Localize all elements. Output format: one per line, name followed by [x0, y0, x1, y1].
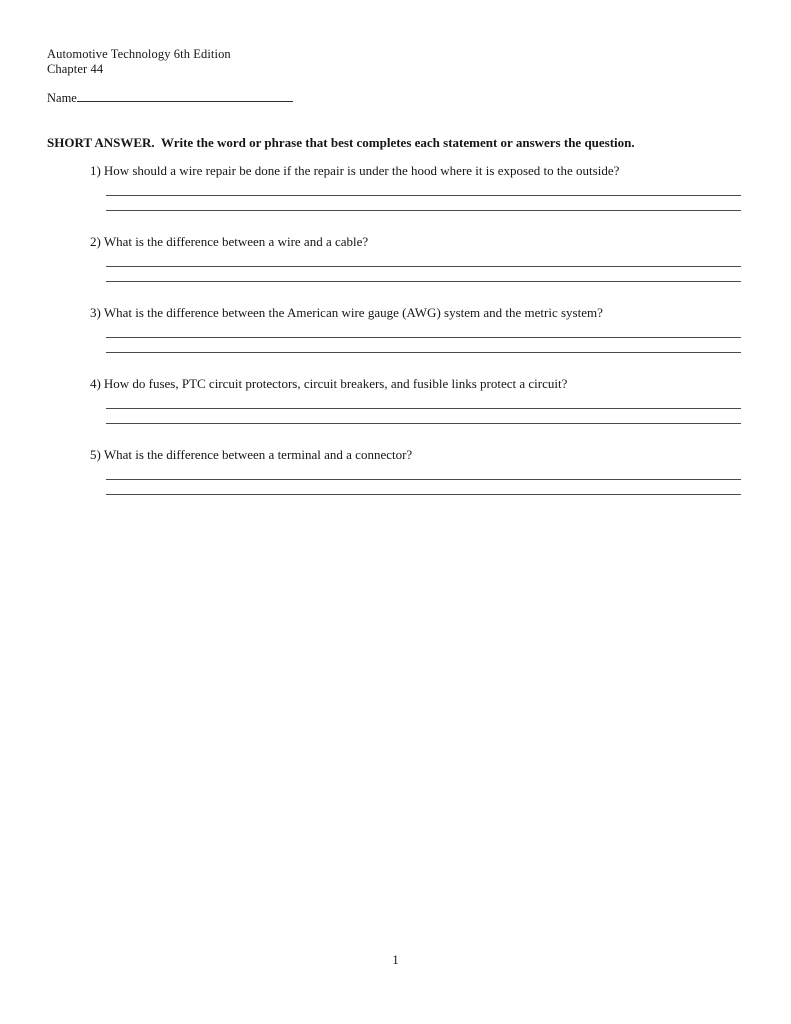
question-number: 1) [90, 163, 101, 178]
name-blank-line [77, 90, 293, 102]
question-row [0, 234, 791, 249]
question-item [0, 305, 791, 376]
document-header [47, 47, 231, 76]
answer-line [106, 267, 741, 282]
question-list [0, 163, 791, 518]
answer-line [106, 249, 741, 267]
answer-line [106, 178, 741, 196]
answer-line [106, 409, 741, 424]
question-row [0, 447, 791, 462]
name-label: Name [47, 91, 77, 105]
answer-line [106, 391, 741, 409]
question-text: What is the difference between a wire and a cable? [103, 234, 369, 249]
question-row [0, 376, 791, 391]
question-text: What is the difference between a terminal and a connector? [103, 447, 413, 462]
answer-line [106, 196, 741, 211]
question-text: What is the difference between the American wire gauge (AWG) system and the metric system? [103, 305, 603, 320]
question-row [0, 163, 791, 178]
question-number: 5) [90, 447, 101, 462]
name-field [47, 90, 293, 104]
question-item [0, 234, 791, 305]
answer-line [106, 320, 741, 338]
question-text: How do fuses, PTC circuit protectors, circuit breakers, and fusible links protect a circuit? [103, 376, 568, 391]
section-instruction: SHORT ANSWER. Write the word or phrase that best completes each statement or answers the question. [47, 135, 635, 150]
answer-line [106, 480, 741, 495]
answer-line [106, 338, 741, 353]
question-text: How should a wire repair be done if the repair is under the hood where it is exposed to the outside? [103, 163, 620, 178]
question-number: 2) [90, 234, 101, 249]
question-item [0, 163, 791, 234]
question-item [0, 447, 791, 518]
book-title: Automotive Technology 6th Edition [47, 47, 231, 61]
answer-line [106, 462, 741, 480]
question-item [0, 376, 791, 447]
chapter-label: Chapter 44 [47, 61, 104, 76]
question-number: 3) [90, 305, 101, 320]
question-number: 4) [90, 376, 101, 391]
question-row [0, 305, 791, 320]
page-number: 1 [392, 953, 399, 967]
